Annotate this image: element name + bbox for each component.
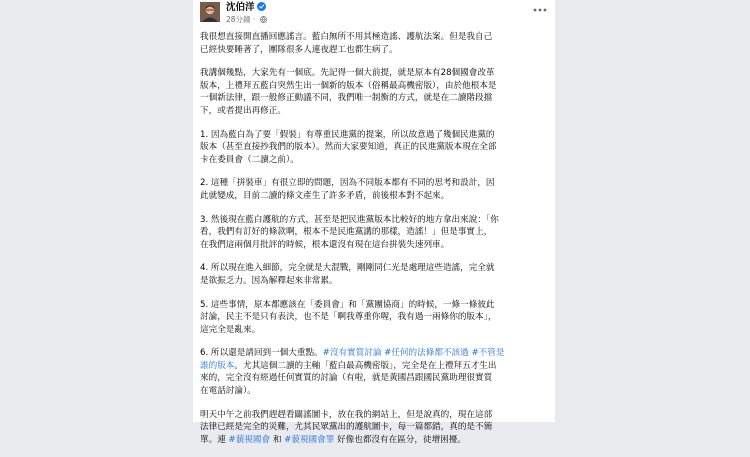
text-run: 討論，民主不是只有表決，也不是「啊我尊重你喔，我有過一兩條你的版本」，	[200, 312, 497, 323]
text-run: 法律已經是完全的災難，尤其民眾黨出的護航圖卡，每一篇都錯，真的是不簡	[200, 422, 493, 433]
paragraph-line	[200, 372, 550, 385]
text-run: 1. 因為藍白為了要「假裝」有尊重民進黨的提案，所以故意過了幾個民進黨的	[200, 129, 495, 140]
text-run: 6. 所以還是請回到一個大重點。	[200, 348, 323, 359]
text-run: 一個新法律，跟一般修正動議不同，我們唯一制衡的方式，就是在二讀階段擋	[200, 93, 493, 104]
text-run: 此就變成，目前二讀的條文產生了許多矛盾，前後根本對不起來。	[200, 190, 450, 201]
paragraph-line	[200, 129, 550, 142]
post-paragraph	[200, 347, 550, 397]
paragraph-line	[200, 44, 550, 57]
text-run: 好像也都沒有在區分，徒增困擾。	[334, 434, 466, 445]
post-paragraph	[200, 67, 550, 117]
text-run: 我講個幾點，大家先有一個底。先記得一個大前提，就是原本有28個國會改革	[200, 68, 495, 79]
paragraph-line	[200, 385, 550, 398]
post-meta	[226, 15, 267, 25]
paragraph-line	[200, 360, 550, 373]
hashtag-link[interactable]: #任何的法條都不該過	[384, 348, 469, 359]
paragraph-line	[200, 311, 550, 324]
text-run: 版本，上禮拜五藍白突然生出一個新的版本（俗稱最高機密版），由於他根本是	[200, 80, 497, 91]
hashtag-link[interactable]: #藐視國會	[228, 434, 271, 445]
post-paragraph	[200, 409, 550, 447]
avatar-image	[200, 2, 220, 22]
paragraph-line	[200, 105, 550, 118]
paragraph-line	[200, 31, 550, 44]
paragraph-line	[200, 67, 550, 80]
paragraph-line	[200, 421, 550, 434]
text-run: 這完全是亂來。	[200, 324, 261, 335]
paragraph-line	[200, 299, 550, 312]
paragraph-line	[200, 80, 550, 93]
text-run: 2. 這種「拼裝車」有很立即的問題，因為不同版本都有不同的思考和設計，因	[200, 178, 495, 189]
paragraph-line	[200, 347, 550, 360]
text-run: 在電話討論）。	[200, 386, 256, 397]
text-run: 版本（甚至直接抄我們的版本）。然而大家要知道，真正的民進黨版本現在全部	[200, 142, 497, 153]
verified-badge-icon	[257, 2, 266, 11]
post-timestamp[interactable]: 28分鐘 ·	[226, 15, 258, 24]
paragraph-line	[200, 214, 550, 227]
author-name-text[interactable]: 沈伯洋	[226, 2, 255, 13]
paragraph-line	[200, 324, 550, 337]
post-paragraph	[200, 262, 550, 287]
facebook-post	[193, 0, 555, 445]
text-run: 已經快要睡著了，團隊很多人連夜趕工也都生病了。	[200, 44, 398, 55]
paragraph-line	[200, 141, 550, 154]
hashtag-link[interactable]: 誰的版本	[200, 360, 235, 371]
hashtag-link[interactable]: #沒有實質討論	[322, 348, 382, 359]
text-run: 3. 然後現在藍白護航的方式，甚至是把民進黨版本比較好的地方拿出來說：「你	[200, 214, 499, 225]
post-paragraph	[200, 299, 550, 337]
post-paragraph	[200, 214, 550, 252]
text-run: 看，我們有訂好的條款啊，根本不是民進黨講的那樣，造謠！」但是事實上，	[200, 227, 493, 238]
globe-icon[interactable]	[260, 16, 267, 23]
author-name[interactable]	[226, 2, 266, 14]
paragraph-line	[200, 154, 550, 167]
paragraph-line	[200, 409, 550, 422]
post-paragraph	[200, 177, 550, 202]
text-run: 在我們這兩個月批評的時候，根本還沒有現在這台拼裝失速列車。	[200, 239, 450, 250]
text-run: 下，或者提出再修正。	[200, 105, 286, 116]
paragraph-line	[200, 92, 550, 105]
hashtag-link[interactable]: #不管是	[471, 348, 505, 359]
post-paragraph	[200, 129, 550, 167]
paragraph-line	[200, 177, 550, 190]
post-header	[193, 0, 555, 30]
text-run: 5. 這些事情，原本都應該在「委員會」和「黨團協商」的時候，一條一條彼此	[200, 299, 495, 310]
text-run: 明天中午之前我們趕趕看闢謠圖卡，放在我的網站上，但是說真的，現在這部	[200, 409, 493, 420]
paragraph-line	[200, 275, 550, 288]
text-run: 單。連	[200, 434, 229, 445]
paragraph-line	[200, 434, 550, 447]
text-run: 和	[270, 434, 285, 445]
post-body	[200, 31, 550, 457]
paragraph-line	[200, 239, 550, 252]
more-options-icon[interactable]	[533, 6, 547, 14]
hashtag-link[interactable]: #藐視國會罪	[284, 434, 335, 445]
text-run: 我很想直接開直播回應謠言。藍白無所不用其極造謠、護航法案。但是我自己	[200, 32, 493, 42]
text-run: 。尤其這個二讀的主軸「藍白最高機密版」，完全是在上禮拜五才生出	[234, 360, 497, 371]
author-avatar[interactable]	[200, 2, 220, 22]
paragraph-line	[200, 226, 550, 239]
text-run: 來的，完全沒有經過任何實質的討論（有啦，就是黃國昌跟國民黨助理很實質	[200, 373, 493, 384]
paragraph-line	[200, 262, 550, 275]
text-run: 是欲振乏力。因為解釋起來非常累。	[200, 275, 338, 286]
text-run: 卡在委員會（二讀之前）。	[200, 154, 299, 165]
post-paragraph	[200, 31, 550, 56]
text-run: 4. 所以現在進入細節，完全就是大混戰，剛剛同仁光是處理這些造謠，完全就	[200, 263, 495, 274]
paragraph-line	[200, 190, 550, 203]
